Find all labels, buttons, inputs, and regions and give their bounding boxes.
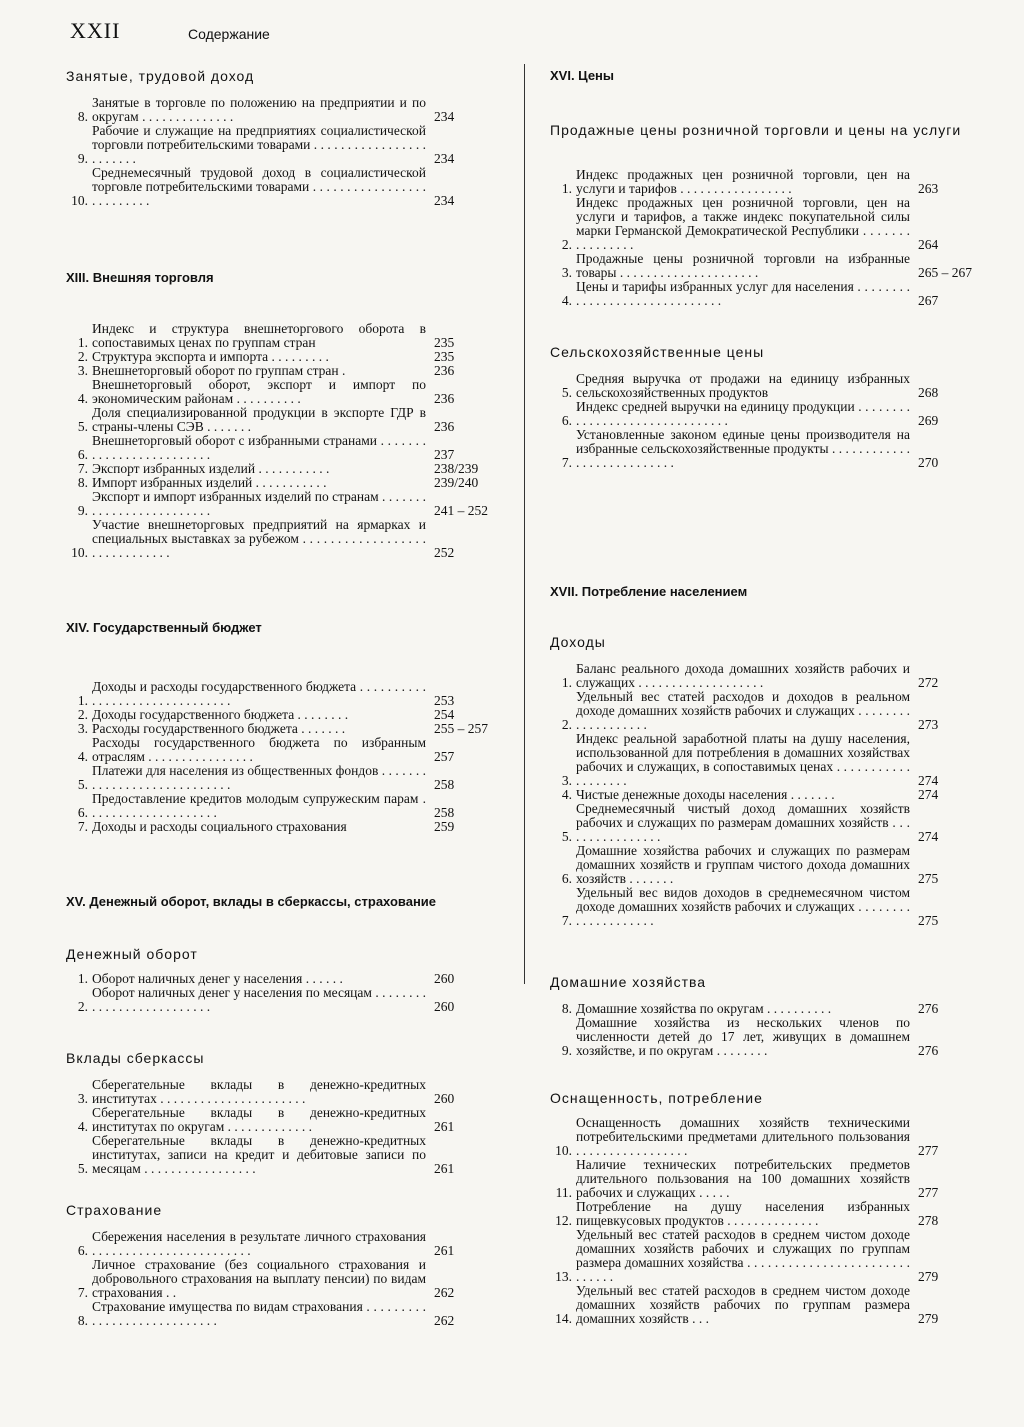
- entry-page: 279: [918, 1311, 939, 1326]
- entry-number: 8.: [561, 1001, 572, 1016]
- entry-number: 6.: [561, 413, 572, 428]
- toc-entry: [550, 844, 990, 886]
- entry-number: 1.: [77, 971, 88, 986]
- entry-title: Доходы и расходы государственного бюджета . . . . . . . . . . . . . . . . . . . . . . . . . . . . . . .: [92, 679, 426, 708]
- toc-entry: [66, 166, 496, 208]
- chapter-heading: XVII. Потребление населением: [550, 584, 748, 599]
- entry-title: Участие внешнеторговых предприятий на ярмарках и специальных выставках за рубежом . . . . . . . . . . . . . . . . . . . . . . . . . . . . . .: [92, 517, 426, 560]
- entry-number: 2.: [561, 717, 572, 732]
- entry-number: 6.: [77, 805, 88, 820]
- toc-entry: [66, 96, 496, 124]
- toc-entry: [550, 802, 990, 844]
- entry-title: Индекс средней выручки на единицу продукции . . . . . . . . . . . . . . . . . . . . . . . . . . . . . . .: [576, 399, 910, 428]
- entry-page: 274: [918, 773, 939, 788]
- entry-title: Потребление на душу населения избранных пищевкусовых продуктов . . . . . . . . . . . . . .: [576, 1199, 910, 1228]
- entry-number: 10.: [555, 1143, 572, 1158]
- entry-title: Продажные цены розничной торговли на избранные товары . . . . . . . . . . . . . . . . . . . . .: [576, 251, 910, 280]
- entry-page: 265 – 267: [918, 265, 972, 280]
- entry-page: 260: [434, 999, 455, 1014]
- entry-title: Оснащенность домашних хозяйств техническими потребительскими предметами длительного пользования . . . . . . . . . . . . . . . . .: [576, 1115, 910, 1158]
- entry-title: Платежи для населения из общественных фондов . . . . . . . . . . . . . . . . . . . . . . . . . . . .: [92, 763, 426, 792]
- entry-title: Индекс реальной заработной платы на душу населения, использованной для потребления в домашних хозяйствах рабочих и служащих, в сопоставимых ценах . . . . . . . . . . . . . . . . . . .: [576, 731, 910, 788]
- entry-number: 13.: [555, 1269, 572, 1284]
- entry-page: 270: [918, 455, 939, 470]
- entry-page: 262: [434, 1313, 455, 1328]
- toc-list: [550, 168, 990, 308]
- toc-entry: [550, 1228, 990, 1284]
- entry-page: 236: [434, 419, 455, 434]
- entry-title: Удельный вес видов доходов в среднемесячном чистом доходе домашних хозяйств рабочих и служащих . . . . . . . . . . . . . . . . . . . .: [576, 885, 910, 928]
- toc-entry: [550, 1116, 990, 1158]
- toc-list: [66, 96, 496, 208]
- entry-page: 234: [434, 151, 455, 166]
- toc-entry: [66, 986, 496, 1014]
- entry-number: 3.: [561, 265, 572, 280]
- toc-entry: [550, 662, 990, 690]
- entry-title: Предоставление кредитов молодым супружеским парам . . . . . . . . . . . . . . . . . . . .: [92, 791, 426, 820]
- toc-entry: [550, 372, 990, 400]
- toc-entry: [550, 280, 990, 308]
- entry-number: 7.: [77, 819, 88, 834]
- toc-entry: [66, 1078, 496, 1106]
- toc-entry: [66, 1300, 496, 1328]
- entry-number: 12.: [555, 1213, 572, 1228]
- toc-entry: [550, 886, 990, 928]
- entry-page: 235: [434, 349, 455, 364]
- entry-title: Сберегательные вклады в денежно-кредитных институтах, записи на кредит и дебитовые записи по месяцам . . . . . . . . . . . . . . . . .: [92, 1133, 426, 1176]
- entry-title: Установленные законом единые цены производителя на избранные сельскохозяйственные продукты . . . . . . . . . . . . . . . . . . . . . . . . . . .: [576, 427, 910, 470]
- entry-number: 10.: [71, 193, 88, 208]
- entry-number: 9.: [561, 1043, 572, 1058]
- entry-page: 257: [434, 749, 455, 764]
- entry-page: 269: [918, 413, 939, 428]
- entry-number: 7.: [77, 1285, 88, 1300]
- entry-page: 260: [434, 971, 455, 986]
- entry-number: 7.: [561, 913, 572, 928]
- entry-title: Домашние хозяйства из нескольких членов по численности детей до 17 лет, живущих в домашнем хозяйстве, и по округам . . . . . . . .: [576, 1015, 910, 1058]
- entry-title: Внешнеторговый оборот, экспорт и импорт по экономическим районам . . . . . . . . . .: [92, 377, 426, 406]
- entry-page: 274: [918, 829, 939, 844]
- entry-title: Расходы государственного бюджета . . . . . . .: [92, 721, 346, 736]
- toc-entry: [550, 690, 990, 732]
- toc-entry: [66, 680, 496, 708]
- entry-page: 264: [918, 237, 939, 252]
- entry-number: 8.: [77, 475, 88, 490]
- entry-number: 6.: [561, 871, 572, 886]
- entry-number: 2.: [77, 707, 88, 722]
- entry-title: Сбережения населения в результате личного страхования . . . . . . . . . . . . . . . . . . . . . . . .: [92, 1229, 426, 1258]
- entry-number: 7.: [561, 455, 572, 470]
- toc-entry: [66, 322, 496, 350]
- entry-page: 261: [434, 1161, 455, 1176]
- toc-entry: [66, 764, 496, 792]
- entry-page: 260: [434, 1091, 455, 1106]
- entry-page: 258: [434, 777, 455, 792]
- entry-page: 263: [918, 181, 939, 196]
- toc-entry: [66, 708, 496, 722]
- toc-list: [66, 1230, 496, 1328]
- section-subheading: Оснащенность, потребление: [550, 1090, 763, 1106]
- entry-title: Удельный вес статей расходов и доходов в реальном доходе домашних хозяйств рабочих и служащих . . . . . . . . . . . . . . . . . . .: [576, 689, 910, 732]
- entry-title: Домашние хозяйства по округам . . . . . . . . . .: [576, 1001, 832, 1016]
- section-subheading: Страхование: [66, 1202, 163, 1218]
- entry-number: 4.: [77, 1119, 88, 1134]
- entry-page: 261: [434, 1119, 455, 1134]
- toc-entry: [66, 434, 496, 462]
- entry-title: Рабочие и служащие на предприятиях социалистической торговли потребительскими товарами . . . . . . . . . . . . . . . . . . . . . . . .: [92, 123, 426, 166]
- toc-list: [550, 372, 990, 470]
- entry-page: 254: [434, 707, 455, 722]
- entry-page: 241 – 252: [434, 503, 488, 518]
- section-subheading: Домашние хозяйства: [550, 974, 707, 990]
- entry-title: Баланс реального дохода домашних хозяйств рабочих и служащих . . . . . . . . . . . . . . . . . . .: [576, 661, 910, 690]
- section-subheading: Продажные цены розничной торговли и цены на услуги: [550, 122, 962, 138]
- entry-page: 236: [434, 363, 455, 378]
- entry-page: 236: [434, 391, 455, 406]
- entry-page: 261: [434, 1243, 455, 1258]
- entry-title: Внешнеторговый оборот по группам стран .: [92, 363, 346, 378]
- toc-entry: [550, 252, 990, 280]
- toc-entry: [66, 1106, 496, 1134]
- entry-page: 255 – 257: [434, 721, 488, 736]
- entry-number: 3.: [77, 363, 88, 378]
- toc-entry: [550, 732, 990, 788]
- section-subheading: Вклады сберкассы: [66, 1050, 205, 1066]
- toc-entry: [550, 196, 990, 252]
- toc-list: [66, 680, 496, 834]
- toc-entry: [66, 406, 496, 434]
- toc-entry: [66, 476, 496, 490]
- entry-number: 4.: [77, 749, 88, 764]
- entry-page: 279: [918, 1269, 939, 1284]
- toc-entry: [550, 1158, 990, 1200]
- entry-title: Оборот наличных денег у населения . . . . . .: [92, 971, 343, 986]
- entry-title: Экспорт избранных изделий . . . . . . . . . . .: [92, 461, 330, 476]
- entry-number: 3.: [77, 721, 88, 736]
- entry-title: Экспорт и импорт избранных изделий по странам . . . . . . . . . . . . . . . . . . . . . . . . .: [92, 489, 426, 518]
- toc-entry: [550, 1002, 990, 1016]
- entry-title: Чистые денежные доходы населения . . . . . . .: [576, 787, 835, 802]
- toc-entry: [66, 124, 496, 166]
- entry-number: 14.: [555, 1311, 572, 1326]
- entry-number: 5.: [77, 419, 88, 434]
- entry-number: 2.: [77, 349, 88, 364]
- page-number: XXII: [70, 18, 121, 43]
- entry-page: 238/239: [434, 461, 479, 476]
- toc-entry: [66, 462, 496, 476]
- entry-title: Среднемесячный трудовой доход в социалистической торговле потребительскими товарами . . . . . . . . . . . . . . . . . . . . . . . . . .: [92, 165, 426, 208]
- toc-entry: [66, 1134, 496, 1176]
- toc-list: [550, 1002, 990, 1058]
- entry-number: 1.: [77, 693, 88, 708]
- chapter-heading: XVI. Цены: [550, 68, 615, 83]
- toc-entry: [550, 788, 990, 802]
- entry-title: Цены и тарифы избранных услуг для населения . . . . . . . . . . . . . . . . . . . . . . . . . . . . . .: [576, 279, 910, 308]
- entry-title: Индекс продажных цен розничной торговли, цен на услуги и тарифов, а также индекс покупательной силы марки Германской Демократической Республики . . . . . . . . . . . . . . . .: [576, 195, 910, 252]
- entry-title: Сберегательные вклады в денежно-кредитных институтах по округам . . . . . . . . . . . . .: [92, 1105, 426, 1134]
- entry-page: 239/240: [434, 475, 479, 490]
- chapter-heading: XV. Денежный оборот, вклады в сберкассы, страхование: [66, 894, 437, 909]
- entry-number: 3.: [561, 773, 572, 788]
- toc-list: [550, 1116, 990, 1326]
- entry-page: 277: [918, 1185, 939, 1200]
- entry-number: 8.: [77, 1313, 88, 1328]
- entry-title: Удельный вес статей расходов в среднем чистом доходе домашних хозяйств рабочих и служащих по группам размера домашних хозяйства . . . . . . . . . . . . . . . . . . . . . . . . . . . . . .: [576, 1227, 910, 1284]
- entry-page: 252: [434, 545, 455, 560]
- entry-title: Оборот наличных денег у населения по месяцам . . . . . . . . . . . . . . . . . . . . . . . . . .: [92, 985, 426, 1014]
- toc-entry: [66, 736, 496, 764]
- toc-entry: [66, 364, 496, 378]
- entry-page: 274: [918, 787, 939, 802]
- entry-title: Доходы государственного бюджета . . . . . . . .: [92, 707, 349, 722]
- toc-list: [66, 1078, 496, 1176]
- entry-page: 259: [434, 819, 455, 834]
- entry-number: 5.: [561, 829, 572, 844]
- section-subheading: Доходы: [550, 634, 606, 650]
- entry-title: Расходы государственного бюджета по избранным отраслям . . . . . . . . . . . . . . . .: [92, 735, 426, 764]
- entry-title: Занятые в торговле по положению на предприятии и по округам . . . . . . . . . . . . . .: [92, 95, 426, 124]
- toc-entry: [550, 400, 990, 428]
- chapter-heading: XIV. Государственный бюджет: [66, 620, 262, 635]
- entry-page: 276: [918, 1001, 939, 1016]
- entry-number: 1.: [561, 675, 572, 690]
- entry-number: 1.: [77, 335, 88, 350]
- toc-entry: [66, 972, 496, 986]
- entry-number: 5.: [77, 1161, 88, 1176]
- entry-title: Внешнеторговый оборот с избранными странами . . . . . . . . . . . . . . . . . . . . . . . . .: [92, 433, 426, 462]
- entry-page: 272: [918, 675, 939, 690]
- entry-page: 273: [918, 717, 939, 732]
- entry-page: 277: [918, 1143, 939, 1158]
- entry-title: Индекс продажных цен розничной торговли, цен на услуги и тарифов . . . . . . . . . . . . . . . . .: [576, 167, 910, 196]
- toc-entry: [66, 1258, 496, 1300]
- entry-page: 276: [918, 1043, 939, 1058]
- toc-entry: [66, 490, 496, 518]
- entry-page: 234: [434, 109, 455, 124]
- entry-number: 11.: [555, 1185, 572, 1200]
- entry-page: 258: [434, 805, 455, 820]
- toc-entry: [66, 518, 496, 560]
- toc-list: [66, 322, 496, 560]
- toc-list: [550, 662, 990, 928]
- entry-number: 3.: [77, 1091, 88, 1106]
- entry-number: 4.: [77, 391, 88, 406]
- entry-page: 278: [918, 1213, 939, 1228]
- entry-title: Средняя выручка от продажи на единицу избранных сельскохозяйственных продуктов: [576, 371, 910, 400]
- entry-number: 9.: [77, 151, 88, 166]
- toc-entry: [66, 820, 496, 834]
- page-title: Содержание: [188, 26, 270, 42]
- entry-title: Доходы и расходы социального страхования: [92, 819, 347, 834]
- entry-number: 6.: [77, 447, 88, 462]
- entry-title: Среднемесячный чистый доход домашних хозяйств рабочих и служащих по размерам домашних хозяйств . . . . . . . . . . . . . . . .: [576, 801, 910, 844]
- chapter-heading: XIII. Внешняя торговля: [66, 270, 214, 285]
- entry-page: 268: [918, 385, 939, 400]
- entry-number: 10.: [71, 545, 88, 560]
- entry-page: 267: [918, 293, 939, 308]
- section-subheading: Занятые, трудовой доход: [66, 68, 255, 84]
- entry-title: Структура экспорта и импорта . . . . . . . . .: [92, 349, 329, 364]
- entry-title: Удельный вес статей расходов в среднем чистом доходе домашних хозяйств рабочих по группам размера домашних хозяйств . . .: [576, 1283, 910, 1326]
- entry-title: Страхование имущества по видам страхования . . . . . . . . . . . . . . . . . . . . . . . . . . . .: [92, 1299, 426, 1328]
- entry-title: Индекс и структура внешнеторгового оборота в сопоставимых ценах по группам стран: [92, 321, 426, 350]
- entry-number: 8.: [77, 109, 88, 124]
- entry-page: 262: [434, 1285, 455, 1300]
- entry-page: 235: [434, 335, 455, 350]
- toc-entry: [550, 1200, 990, 1228]
- toc-entry: [550, 428, 990, 470]
- entry-number: 7.: [77, 461, 88, 476]
- column-divider: [524, 64, 525, 984]
- toc-entry: [550, 1284, 990, 1326]
- entry-number: 4.: [561, 293, 572, 308]
- toc-entry: [66, 350, 496, 364]
- entry-title: Домашние хозяйства рабочих и служащих по размерам домашних хозяйств и группам чистого дохода домашних хозяйств . . . . . . .: [576, 843, 910, 886]
- section-subheading: Денежный оборот: [66, 946, 198, 962]
- toc-entry: [550, 168, 990, 196]
- entry-number: 4.: [561, 787, 572, 802]
- entry-title: Доля специализированной продукции в экспорте ГДР в страны-члены СЭВ . . . . . . .: [92, 405, 426, 434]
- toc-entry: [550, 1016, 990, 1058]
- toc-entry: [66, 378, 496, 406]
- entry-number: 2.: [561, 237, 572, 252]
- entry-page: 237: [434, 447, 455, 462]
- entry-number: 5.: [561, 385, 572, 400]
- entry-number: 5.: [77, 777, 88, 792]
- entry-page: 253: [434, 693, 455, 708]
- entry-title: Сберегательные вклады в денежно-кредитных институтах . . . . . . . . . . . . . . . . . . . . . .: [92, 1077, 426, 1106]
- entry-number: 9.: [77, 503, 88, 518]
- entry-page: 275: [918, 871, 939, 886]
- entry-title: Личное страхование (без социального страхования и добровольного страхования на выплату пенсии) по видам страхования . .: [92, 1257, 426, 1300]
- section-subheading: Сельскохозяйственные цены: [550, 344, 765, 360]
- entry-title: Наличие технических потребительских предметов длительного пользования на 100 домашних хозяйств рабочих и служащих . . . . .: [576, 1157, 910, 1200]
- entry-title: Импорт избранных изделий . . . . . . . . . . .: [92, 475, 327, 490]
- toc-entry: [66, 1230, 496, 1258]
- entry-number: 2.: [77, 999, 88, 1014]
- toc-list: [66, 972, 496, 1014]
- entry-number: 1.: [561, 181, 572, 196]
- entry-number: 6.: [77, 1243, 88, 1258]
- toc-entry: [66, 792, 496, 820]
- entry-page: 234: [434, 193, 455, 208]
- entry-page: 275: [918, 913, 939, 928]
- toc-entry: [66, 722, 496, 736]
